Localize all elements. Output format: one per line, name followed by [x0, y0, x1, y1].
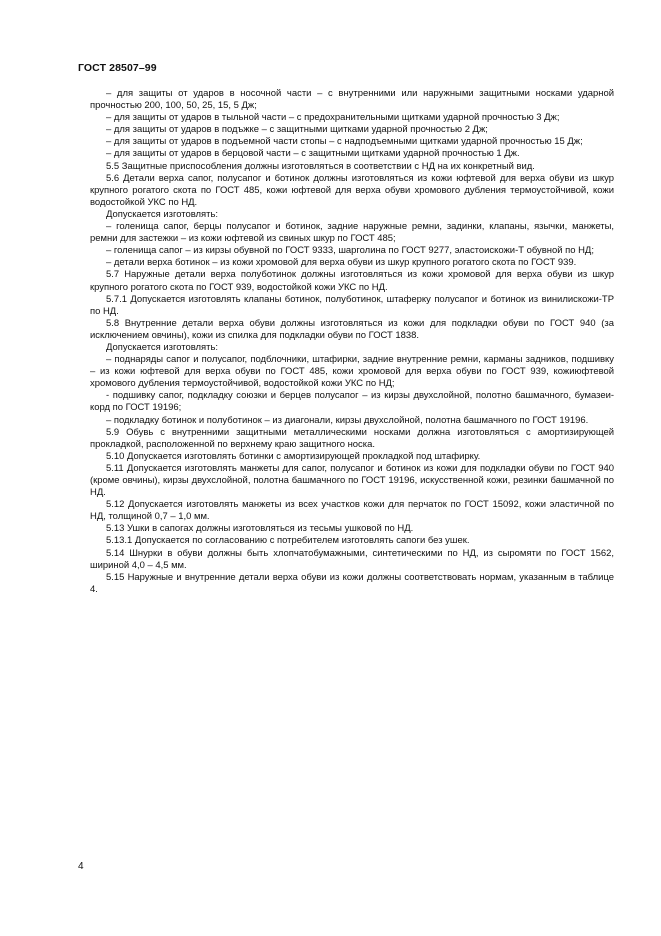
- paragraph: – для защиты от ударов в берцовой части – с защитными щитками ударной прочностью 1 Дж.: [106, 148, 520, 160]
- paragraph: – голенища сапог – из кирзы обувной по ГОСТ 9333, шарголина по ГОСТ 9277, эластоискожи-Т обувной по НД;: [106, 245, 594, 257]
- paragraph: 5.8 Внутренние детали верха обуви должны изготовляться из кожи для подкладки обуви по ГОСТ 940 (за исключением овчины), кожи из спилка для подкладки обуви по ГОСТ 1838.: [90, 317, 614, 341]
- paragraph: 5.6 Детали верха сапог, полусапог и ботинок должны изготовляться из кожи юфтевой для верха обуви из шкур крупного рогатого скота по ГОСТ 485, кожи юфтевой для верха обуви хромового дубления термоустойчивой, кожи водостойкой УКС по НД.: [90, 172, 614, 208]
- paragraph: 5.11 Допускается изготовлять манжеты для сапог, полусапог и ботинок из кожи для подкладки обуви по ГОСТ 940 (кроме овчины), кирзы двухслойной, полотна башмачного по ГОСТ 19196, искусственной кожи, резинки башмачной по НД.: [90, 462, 614, 499]
- paragraph: 5.13 Ушки в сапогах должны изготовляться из тесьмы ушковой по НД.: [106, 523, 414, 535]
- paragraph: – для защиты от ударов в подъемной части стопы – с надподъемными щитками ударной прочностью 15 Дж;: [106, 136, 583, 148]
- page-number: 4: [78, 861, 84, 872]
- paragraph: 5.14 Шнурки в обуви должны быть хлопчатобумажными, синтетическими по НД, из сыромяти по ГОСТ 1562, шириной 4,0 – 4,5 мм.: [90, 547, 614, 571]
- paragraph: – голенища сапог, берцы полусапог и ботинок, задние наружные ремни, задинки, клапаны, язычки, манжеты, ремни для застежки – из кожи юфтевой из свиных шкур по ГОСТ 485;: [90, 221, 614, 245]
- paragraph: – подкладку ботинок и полуботинок – из диагонали, кирзы двухслойной, полотна башмачного по ГОСТ 19196.: [106, 414, 589, 426]
- paragraph: – детали верха ботинок – из кожи хромовой для верха обуви из шкур крупного рогатого скота по ГОСТ 939.: [106, 257, 577, 269]
- paragraph: 5.10 Допускается изготовлять ботинки с амортизирующей прокладкой под штафирку.: [106, 450, 481, 462]
- paragraph: 5.13.1 Допускается по согласованию с потребителем изготовлять сапоги без ушек.: [106, 535, 470, 547]
- paragraph: 5.7 Наружные детали верха полуботинок должны изготовляться из кожи хромовой для верха обуви из шкур крупного рогатого скота по ГОСТ 939, водостойкой кожи УКС по НД.: [90, 269, 614, 293]
- paragraph: – для защиты от ударов в носочной части – с внутренними или наружными защитными носками ударной прочностью 200, 100, 50, 25, 15, 5 Дж;: [90, 88, 614, 112]
- paragraph: – поднаряды сапог и полусапог, подблочники, штафирки, задние внутренние ремни, карманы задников, подшивку – из кожи юфтевой для верха обуви по ГОСТ 485, кожи хромовой для верха обуви по ГОСТ 939, кожиюфтевой хромового дубления термоустойчивой, водостойкой кожи УКС по НД;: [90, 354, 614, 390]
- paragraph: Допускается изготовлять:: [106, 208, 218, 220]
- paragraph: 5.12 Допускается изготовлять манжеты из всех участков кожи для перчаток по ГОСТ 15092, кожи эластичной по НД, толщиной 0,7 – 1,0 мм.: [90, 499, 614, 523]
- document-header: ГОСТ 28507–99: [78, 62, 157, 74]
- paragraph: 5.9 Обувь с внутренними защитными металлическими носками должна изготовляться с амортизирующей прокладкой, расположенной по верхнему краю защитного носка.: [90, 426, 614, 450]
- paragraph: 5.15 Наружные и внутренние детали верха обуви из кожи должны соответствовать нормам, указанным в таблице 4.: [90, 571, 614, 595]
- document-body: [90, 88, 614, 596]
- paragraph: - подшивку сапог, подкладку союзки и берцев полусапог – из кирзы двухслойной, полотно башмачного, бумазеи-корд по ГОСТ 19196;: [90, 390, 614, 414]
- paragraph: – для защиты от ударов в тыльной части – с предохранительными щитками ударной прочностью 3 Дж;: [106, 112, 560, 124]
- paragraph: 5.7.1 Допускается изготовлять клапаны ботинок, полуботинок, штаферку полусапог и ботинок из винилискожи-ТР по НД.: [90, 293, 614, 317]
- paragraph: – для защиты от ударов в подъжке – с защитными щитками ударной прочностью 2 Дж;: [106, 124, 488, 136]
- paragraph: Допускается изготовлять:: [106, 341, 218, 353]
- paragraph: 5.5 Защитные приспособления должны изготовляться в соответствии с НД на их конкретный вид.: [106, 160, 535, 172]
